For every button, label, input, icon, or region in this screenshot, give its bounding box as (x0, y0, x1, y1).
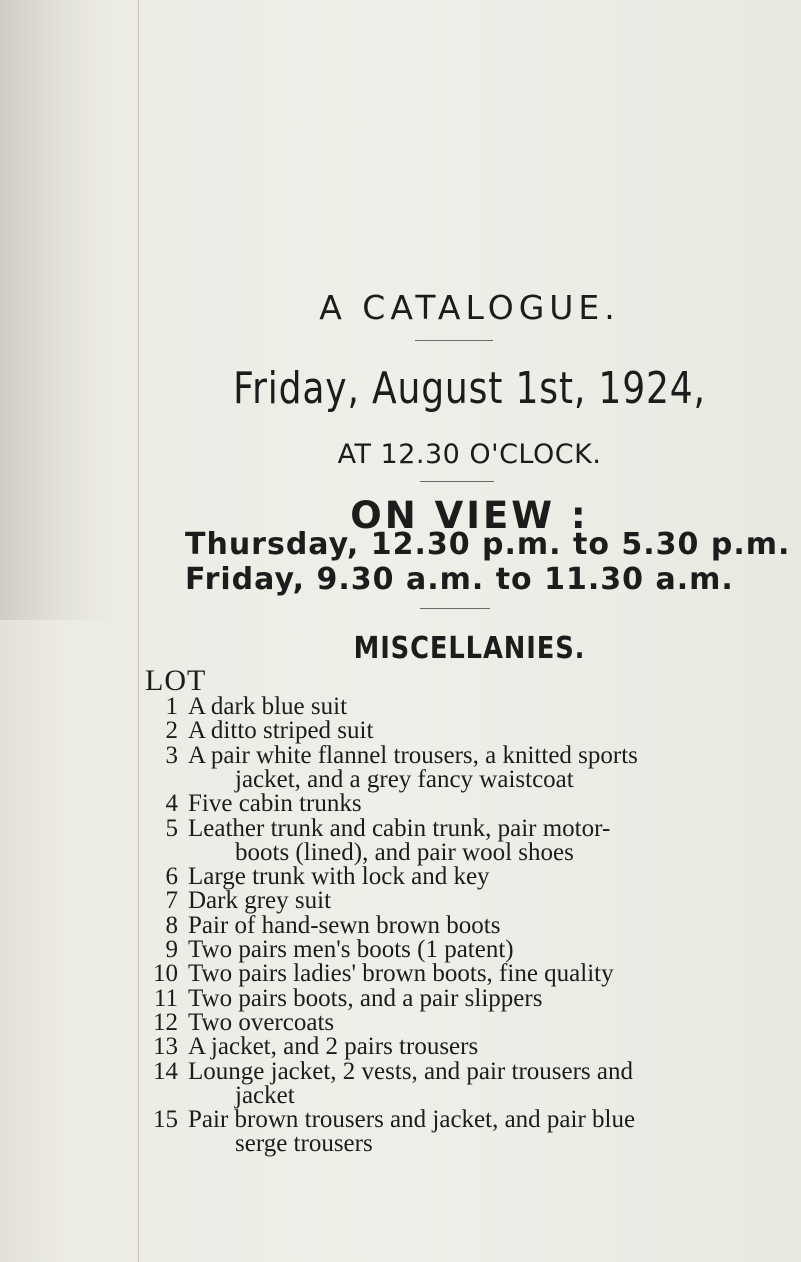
lot-number: 3 (165, 741, 178, 769)
lot-description: A dark blue suit (188, 693, 348, 720)
lot-column-label: LOT (145, 664, 207, 697)
lot-number: 6 (165, 863, 178, 891)
sale-time: AT 12.30 O'CLOCK. (337, 439, 602, 470)
lot-number: 11 (153, 984, 178, 1012)
lot-number: 12 (153, 1008, 178, 1036)
lot-description: Two pairs men's boots (1 patent) (188, 936, 514, 963)
on-view-thursday: Thursday, 12.30 p.m. to 5.30 p.m. (185, 527, 791, 562)
section-title: MISCELLANIES. (353, 631, 586, 666)
lot-number: 10 (153, 960, 178, 988)
time-rule (420, 481, 494, 482)
lot-description: Two pairs ladies' brown boots, fine quality (188, 960, 614, 988)
lot-description: Two overcoats (188, 1008, 335, 1036)
lot-number: 5 (165, 814, 178, 842)
catalogue-title: A CATALOGUE. (319, 288, 620, 327)
on-view-friday: Friday, 9.30 a.m. to 11.30 a.m. (185, 562, 734, 597)
lot-number: 13 (153, 1033, 178, 1061)
lot-description: Leather trunk and cabin trunk, pair motor- (188, 814, 611, 842)
lot-description: A jacket, and 2 pairs trousers (188, 1033, 479, 1061)
lot-description: Lounge jacket, 2 vests, and pair trousers and (188, 1057, 634, 1085)
lot-number: 1 (165, 693, 178, 720)
lot-description-continued: boots (lined), and pair wool shoes (235, 838, 574, 866)
binding-shadow (0, 0, 110, 620)
lot-description: Pair brown trousers and jacket, and pair blue (188, 1106, 636, 1134)
lot-number: 14 (153, 1057, 178, 1085)
lot-description: Five cabin trunks (188, 790, 362, 818)
lot-description: A pair white flannel trousers, a knitted sports (188, 741, 638, 769)
lot-description-continued: jacket, and a grey fancy waistcoat (235, 765, 574, 793)
lot-description-continued: serge trousers (235, 1130, 373, 1158)
lot-number: 15 (153, 1106, 178, 1134)
lot-description-continued: jacket (235, 1081, 295, 1109)
lot-number: 2 (165, 717, 178, 745)
sale-date: Friday, August 1st, 1924, (233, 363, 706, 414)
lot-number: 7 (165, 887, 178, 915)
on-view-heading: ON VIEW : (350, 494, 589, 537)
view-rule (420, 608, 490, 609)
lot-number: 4 (165, 790, 178, 818)
lot-description: Pair of hand-sewn brown boots (188, 911, 501, 939)
title-rule (415, 340, 493, 341)
lot-number: 9 (165, 936, 178, 963)
lot-description: Large trunk with lock and key (188, 863, 490, 891)
lot-description: A ditto striped suit (188, 717, 374, 745)
lot-description: Dark grey suit (188, 887, 332, 915)
lot-description: Two pairs boots, and a pair slippers (188, 984, 543, 1012)
lot-number: 8 (165, 911, 178, 939)
